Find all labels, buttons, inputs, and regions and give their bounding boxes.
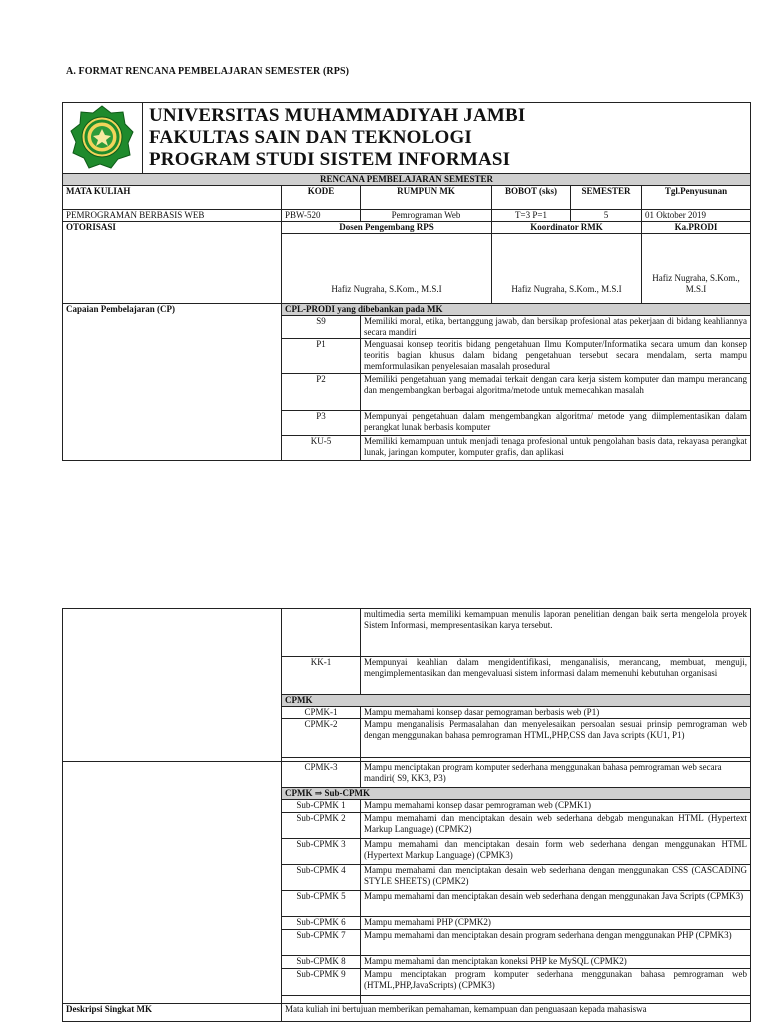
cpl-text: Mempunyai keahlian dalam mengidentifikasi, menganalisis, merancang, membuat, menguji, mengimplementasikan dan mengevaluasi sistem informasi dalam memenuhi kebutuhan organisasi bbox=[361, 657, 751, 695]
subcpmk-text: Mampu menciptakan program komputer sederhana menggunakan bahasa pemrograman web (HTML,PHP,JavaScripts) (CPMK3) bbox=[361, 969, 751, 996]
cpl-text-continued: multimedia serta memiliki kemampuan menulis laporan penelitian dengan baik serta mengelola proyek Sistem Informasi, mempresentasikan karya tersebut. bbox=[361, 609, 751, 657]
cpl-code: KK-1 bbox=[282, 657, 361, 695]
cpmk-text: Mampu memahami konsep dasar pemograman berbasis web (P1) bbox=[361, 707, 751, 719]
value-bobot: T=3 P=1 bbox=[492, 210, 571, 222]
cpl-code: P1 bbox=[282, 339, 361, 374]
subcpmk-text: Mampu memahami dan menciptakan desain web sederhana dengan menggunakan Java Scripts (CPMK3) bbox=[361, 891, 751, 917]
dosen-label: Dosen Pengembang RPS bbox=[282, 222, 492, 234]
subcpmk-code: Sub-CPMK 3 bbox=[282, 839, 361, 865]
cpl-text: Memiliki pengetahuan yang memadai terkait dengan cara kerja sistem komputer dan mampu merancang dan mengembangkan berbagai algoritma/metode untuk memecahkan masalah bbox=[361, 374, 751, 411]
university-logo-icon bbox=[63, 103, 141, 169]
subcpmk-text-spacer bbox=[361, 996, 751, 1004]
subcpmk-code: Sub-CPMK 4 bbox=[282, 865, 361, 891]
program-name: PROGRAM STUDI SISTEM INFORMASI bbox=[149, 149, 511, 170]
cp-label-continued bbox=[63, 609, 282, 762]
document-title: RENCANA PEMBELAJARAN SEMESTER bbox=[63, 174, 751, 186]
value-semester: 5 bbox=[571, 210, 642, 222]
col-tgl: Tgl.Penyusunan bbox=[642, 186, 751, 210]
subcpmk-text: Mampu memahami dan menciptakan desain web sederhana dengan menggunakan CSS (CASCADING STYLE SHEETS) (CPMK2) bbox=[361, 865, 751, 891]
cpl-text: Memiliki kemampuan untuk menjadi tenaga profesional untuk pengolahan basis data, rekayasa perangkat lunak, jaringan komputer, komputer grafis, dan aplikasi bbox=[361, 436, 751, 461]
deskripsi-text: Mata kuliah ini bertujuan memberikan pemahaman, kemampuan dan penguasaan kepada mahasiswa bbox=[282, 1004, 751, 1022]
cpl-code-empty bbox=[282, 609, 361, 657]
cpmk-header: CPMK bbox=[282, 695, 751, 707]
otorisasi-label: OTORISASI bbox=[63, 222, 282, 304]
koordinator-signature: Hafiz Nugraha, S.Kom., M.S.I bbox=[492, 234, 642, 304]
cpmk-code: CPMK-2 bbox=[282, 719, 361, 758]
dosen-signature: Hafiz Nugraha, S.Kom., M.S.I bbox=[282, 234, 492, 304]
col-kode: KODE bbox=[282, 186, 361, 210]
value-mata-kuliah: PEMROGRAMAN BERBASIS WEB bbox=[63, 210, 282, 222]
value-kode: PBW-520 bbox=[282, 210, 361, 222]
koordinator-label: Koordinator RMK bbox=[492, 222, 642, 234]
kaprodi-label: Ka.PRODI bbox=[642, 222, 751, 234]
university-name: UNIVERSITAS MUHAMMADIYAH JAMBI bbox=[149, 105, 526, 126]
section-heading: A. FORMAT RENCANA PEMBELAJARAN SEMESTER (RPS) bbox=[66, 66, 350, 77]
cpl-code: P2 bbox=[282, 374, 361, 411]
deskripsi-label: Deskripsi Singkat MK bbox=[63, 1004, 282, 1022]
cpmk-text: Mampu menganalisis Permasalahan dan menyelesaikan persoalan sesuai prinsip pemrograman web dengan menggunakan bahasa pemrograman HTML,PHP,CSS dan Java scripts (KU1, P1) bbox=[361, 719, 751, 758]
cpmk-code: CPMK-3 bbox=[282, 762, 361, 788]
cpmk-code: CPMK-1 bbox=[282, 707, 361, 719]
col-semester: SEMESTER bbox=[571, 186, 642, 210]
subcpmk-text: Mampu memahami dan menciptakan desain web sederhana debgab mengunakan HTML (Hypertext Markup Language) (CPMK2) bbox=[361, 813, 751, 839]
subcpmk-text: Mampu memahami PHP (CPMK2) bbox=[361, 917, 751, 930]
subcpmk-code: Sub-CPMK 2 bbox=[282, 813, 361, 839]
rps-table-page-2 bbox=[62, 608, 751, 1022]
rps-table-page-1 bbox=[62, 102, 751, 461]
subcpmk-code: Sub-CPMK 8 bbox=[282, 956, 361, 969]
subcpmk-text: Mampu memahami dan menciptakan koneksi PHP ke MySQL (CPMK2) bbox=[361, 956, 751, 969]
cpl-text: Memiliki moral, etika, bertanggung jawab, dan bersikap profesional atas pekerjaan di bidang keahliannya secara mandiri bbox=[361, 316, 751, 339]
col-mata-kuliah: MATA KULIAH bbox=[63, 186, 282, 210]
cpl-code: S9 bbox=[282, 316, 361, 339]
subcpmk-code: Sub-CPMK 9 bbox=[282, 969, 361, 996]
subcpmk-text: Mampu memahami dan menciptakan desain program sederhana dengan menggunakan PHP (CPMK3) bbox=[361, 930, 751, 956]
col-bobot: BOBOT (sks) bbox=[492, 186, 571, 210]
subcpmk-code: Sub-CPMK 5 bbox=[282, 891, 361, 917]
cpmk-text: Mampu menciptakan program komputer sederhana menggunakan bahasa pemrograman web secara mandiri( S9, KK3, P3) bbox=[361, 762, 751, 788]
logo-cell bbox=[63, 103, 143, 174]
subcpmk-code: Sub-CPMK 6 bbox=[282, 917, 361, 930]
cpl-text: Mempunyai pengetahuan dalam mengembangkan algoritma/ metode yang diimplementasikan dalam perangkat lunak berbasis komputer bbox=[361, 411, 751, 436]
subcpmk-header: CPMK ⇒ Sub-CPMK bbox=[282, 788, 751, 800]
col-rumpun: RUMPUN MK bbox=[361, 186, 492, 210]
cpl-code: KU-5 bbox=[282, 436, 361, 461]
faculty-name: FAKULTAS SAIN DAN TEKNOLOGI bbox=[149, 127, 473, 148]
subcpmk-code-spacer bbox=[282, 996, 361, 1004]
subcpmk-code: Sub-CPMK 7 bbox=[282, 930, 361, 956]
cpl-text: Menguasai konsep teoritis bidang pengetahuan Ilmu Komputer/Informatika secara umum dan konsep teoritis bagian khusus dalam bidang pengetahuan tersebut secara mendalam, serta mampu memformulasikan penyelesaian masalah prosedural bbox=[361, 339, 751, 374]
cp-label: Capaian Pembelajaran (CP) bbox=[63, 304, 282, 461]
value-rumpun: Pemrograman Web bbox=[361, 210, 492, 222]
cpl-header: CPL-PRODI yang dibebankan pada MK bbox=[282, 304, 751, 316]
value-tgl: 01 Oktober 2019 bbox=[642, 210, 751, 222]
kaprodi-signature: Hafiz Nugraha, S.Kom., M.S.I bbox=[642, 234, 751, 304]
cpl-code: P3 bbox=[282, 411, 361, 436]
subcpmk-text: Mampu memahami dan menciptakan desain form web sederhana dengan menggunakan HTML (Hypertext Markup Language) (CPMK3) bbox=[361, 839, 751, 865]
subcpmk-code: Sub-CPMK 1 bbox=[282, 800, 361, 813]
subcpmk-text: Mampu memahami konsep dasar pemrograman web (CPMK1) bbox=[361, 800, 751, 813]
cp-label-continued-2 bbox=[63, 762, 282, 1004]
